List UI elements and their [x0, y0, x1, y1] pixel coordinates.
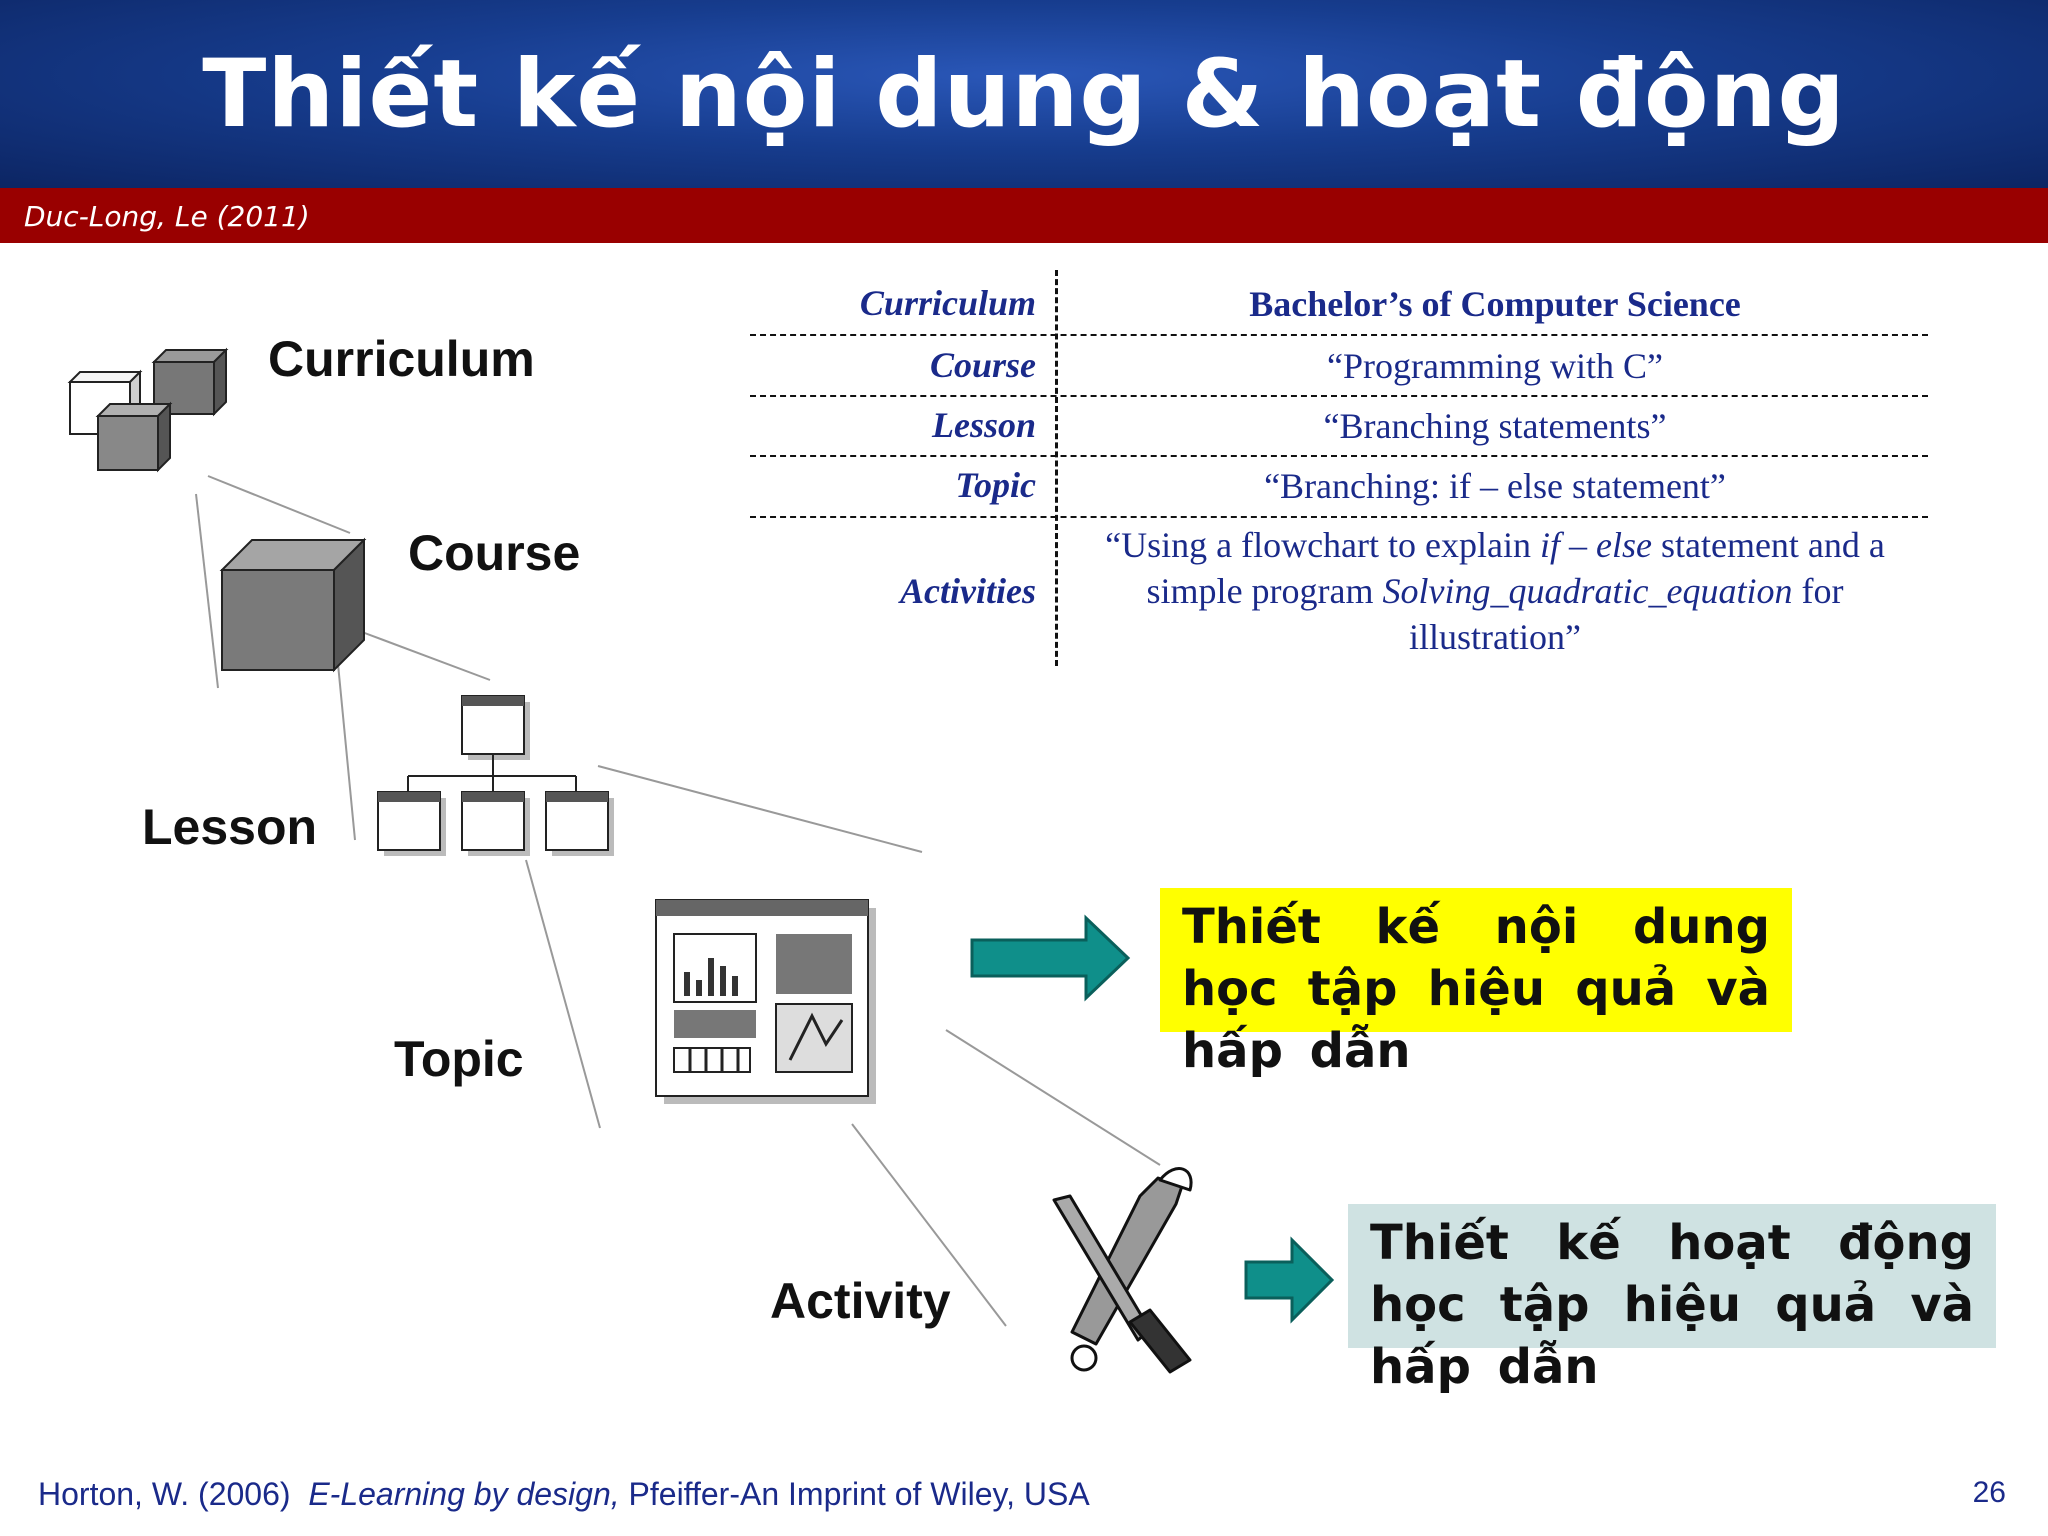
activity-design-callout [1348, 1204, 1996, 1395]
table-rule [750, 516, 1928, 518]
activities-text-italic: if – else [1539, 525, 1652, 565]
activities-text: statement and a simple program [1146, 525, 1885, 611]
content-design-callout [1160, 888, 1792, 1079]
activities-text: for illustration” [1409, 571, 1844, 657]
tools-icon [1054, 1169, 1191, 1372]
label-activity: Activity [770, 1273, 951, 1329]
activity-design-text: Thiết kế hoạt động học tập hiệu quả và hấp dẫn [1370, 1215, 1974, 1395]
content-design-text: Thiết kế nội dung học tập hiệu quả và hấp dẫn [1182, 899, 1770, 1079]
arrow-to-activity-icon [1246, 1240, 1332, 1320]
activities-text-italic: Solving_quadratic_equation [1382, 571, 1793, 611]
page-number: 26 [1972, 1476, 2006, 1509]
table-divider [1055, 270, 1058, 666]
table-label-course: Course [929, 345, 1036, 385]
reference-publisher: Pfeiffer-An Imprint of Wiley, USA [628, 1476, 1090, 1512]
topic-page-icon [656, 900, 876, 1104]
label-course: Course [408, 525, 581, 581]
author-credit: Duc-Long, Le (2011) [24, 200, 310, 233]
table-value-activities [1060, 522, 1930, 660]
arrow-to-content-icon [972, 918, 1128, 998]
table-label-topic: Topic [955, 465, 1036, 505]
lesson-tree-icon [378, 696, 614, 856]
table-rule [750, 334, 1928, 336]
slide-title: Thiết kế nội dung & hoạt động [202, 40, 1846, 149]
table-label-activities: Activities [900, 571, 1036, 611]
reference-citation [38, 1476, 1090, 1513]
table-value-course: “Programming with C” [1327, 346, 1663, 386]
label-topic: Topic [394, 1031, 524, 1087]
reference-author: Horton, W. (2006) [38, 1476, 291, 1512]
table-value-lesson: “Branching statements” [1323, 406, 1667, 446]
table-label-curriculum: Curriculum [859, 283, 1036, 323]
table-rule [750, 455, 1928, 457]
table-label-lesson: Lesson [931, 405, 1036, 445]
label-lesson: Lesson [142, 799, 318, 855]
activities-text: “Using a flowchart to explain [1105, 525, 1540, 565]
table-value-topic: “Branching: if – else statement” [1264, 466, 1726, 506]
curriculum-cubes-icon [70, 350, 226, 470]
course-cube-icon [222, 540, 364, 670]
table-rule [750, 395, 1928, 397]
table-value-curriculum: Bachelor’s of Computer Science [1249, 284, 1741, 324]
label-curriculum: Curriculum [268, 331, 535, 387]
reference-title: E-Learning by design, [308, 1476, 620, 1512]
